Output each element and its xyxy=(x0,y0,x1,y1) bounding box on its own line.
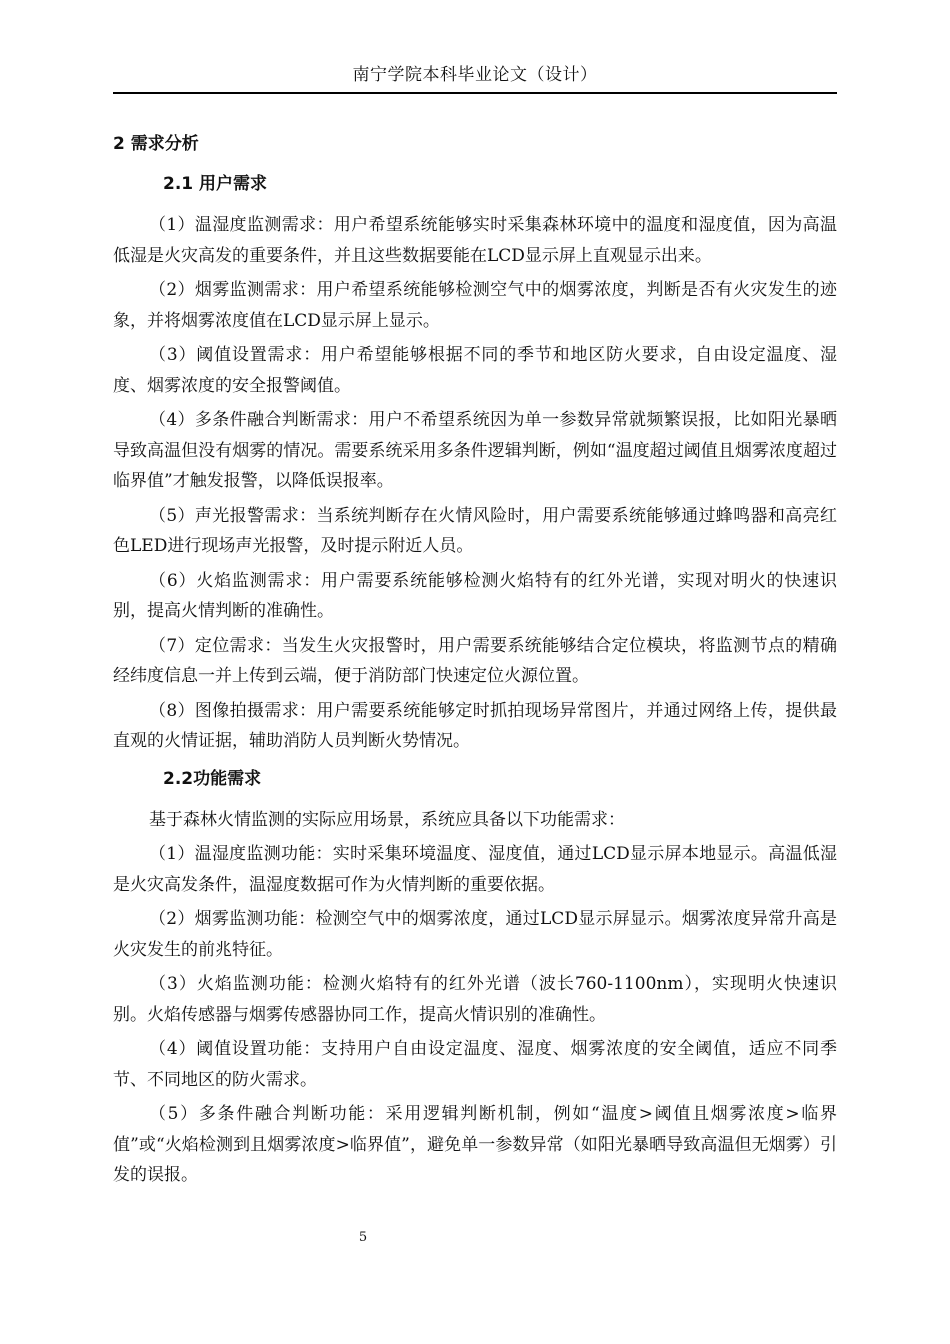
paragraph: （5）多条件融合判断功能：采用逻辑判断机制，例如“温度>阈值且烟雾浓度>临界值”或“火焰检测到且烟雾浓度>临界值”，避免单一参数异常（如阳光暴晒导致高温但无烟雾）引发的误报。 xyxy=(113,1104,837,1185)
page-body xyxy=(113,128,837,1195)
paragraph: （7）定位需求：当发生火灾报警时，用户需要系统能够结合定位模块，将监测节点的精确经纬度信息一并上传到云端，便于消防部门快速定位火源位置。 xyxy=(113,635,837,686)
paragraph: （4）阈值设置功能：支持用户自由设定温度、湿度、烟雾浓度的安全阈值，适应不同季节、不同地区的防火需求。 xyxy=(113,1039,837,1090)
paragraph: （6）火焰监测需求：用户需要系统能够检测火焰特有的红外光谱，实现对明火的快速识别，提高火情判断的准确性。 xyxy=(113,570,837,621)
section-heading: 2 需求分析 xyxy=(113,134,199,154)
paragraph: （3）火焰监测功能：检测火焰特有的红外光谱（波长760-1100nm），实现明火快速识别。火焰传感器与烟雾传感器协同工作，提高火情识别的准确性。 xyxy=(113,974,837,1025)
paragraph: （3）阈值设置需求：用户希望能够根据不同的季节和地区防火要求，自由设定温度、湿度、烟雾浓度的安全报警阈值。 xyxy=(113,345,837,396)
paragraph: （2）烟雾监测功能：检测空气中的烟雾浓度，通过LCD显示屏显示。烟雾浓度异常升高是火灾发生的前兆特征。 xyxy=(113,909,837,960)
page-number: 5 xyxy=(358,1230,368,1245)
subsection-heading-functional-needs: 2.2功能需求 xyxy=(163,768,262,789)
paragraph: （2）烟雾监测需求：用户希望系统能够检测空气中的烟雾浓度，判断是否有火灾发生的迹象，并将烟雾浓度值在LCD显示屏上显示。 xyxy=(113,280,837,331)
page-header: 南宁学院本科毕业论文（设计） xyxy=(352,65,598,85)
paragraph: （1）温湿度监测需求：用户希望系统能够实时采集森林环境中的温度和湿度值，因为高温低湿是火灾高发的重要条件，并且这些数据要能在LCD显示屏上直观显示出来。 xyxy=(113,215,837,266)
paragraph: （5）声光报警需求：当系统判断存在火情风险时，用户需要系统能够通过蜂鸣器和高亮红色LED进行现场声光报警，及时提示附近人员。 xyxy=(113,505,837,556)
subsection-heading-user-needs: 2.1 用户需求 xyxy=(163,174,268,194)
header-rule xyxy=(113,92,837,94)
paragraph: （8）图像拍摄需求：用户需要系统能够定时抓拍现场异常图片，并通过网络上传，提供最直观的火情证据，辅助消防人员判断火势情况。 xyxy=(113,700,837,751)
paragraph: （4）多条件融合判断需求：用户不希望系统因为单一参数异常就频繁误报，比如阳光暴晒导致高温但没有烟雾的情况。需要系统采用多条件逻辑判断，例如“温度超过阈值且烟雾浓度超过临界值”才触发报警，以降低误报率。 xyxy=(113,410,837,491)
paragraph: （1）温湿度监测功能：实时采集环境温度、湿度值，通过LCD显示屏本地显示。高温低湿是火灾高发条件，温湿度数据可作为火情判断的重要依据。 xyxy=(113,844,837,895)
paragraph: 基于森林火情监测的实际应用场景，系统应具备以下功能需求： xyxy=(149,809,625,830)
